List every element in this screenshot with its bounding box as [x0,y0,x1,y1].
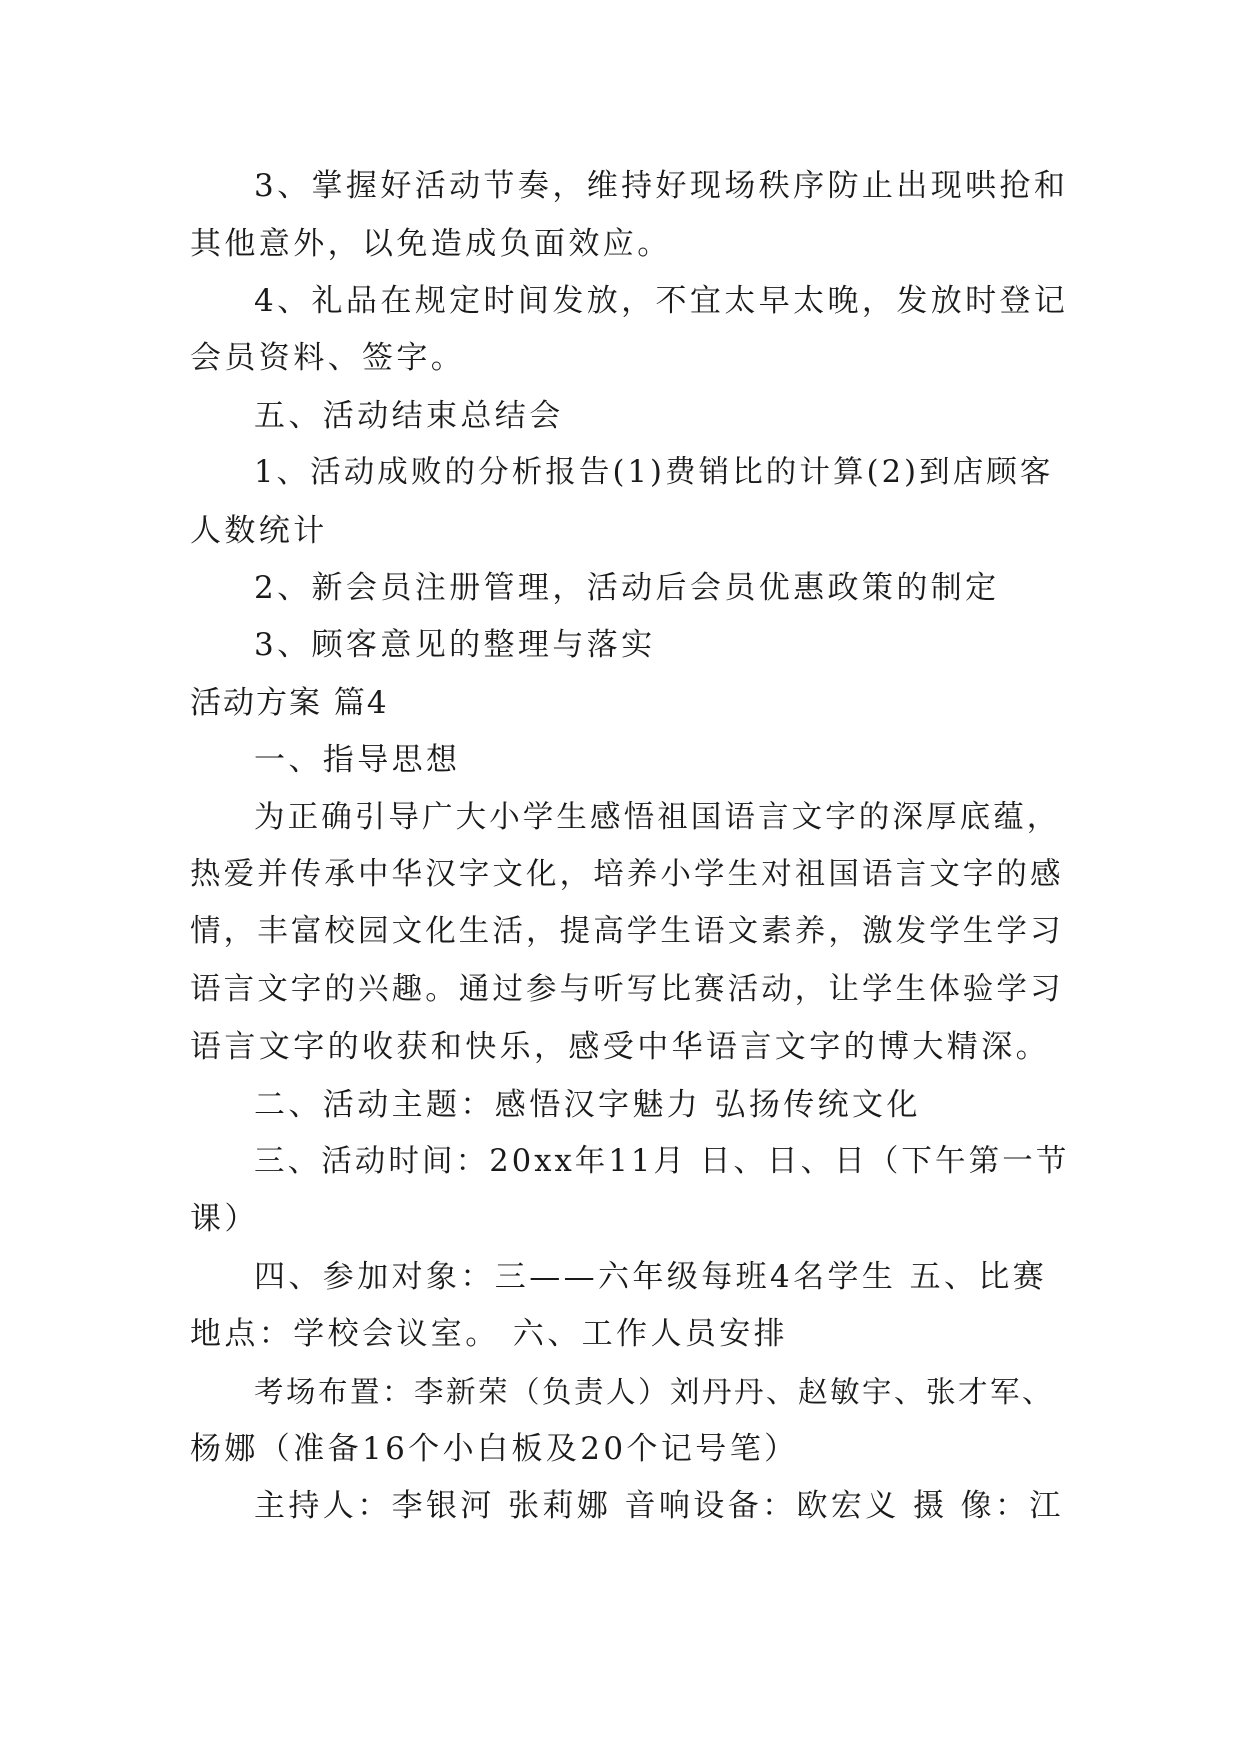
paragraph-line: 其他意外，以免造成负面效应。 [190,226,672,262]
section-heading: 一、指导思想 [254,742,461,778]
paragraph-line: 1、活动成败的分析报告(1)费销比的计算(2)到店顾客 [254,455,1054,490]
paragraph-line: 语言文字的收获和快乐，感受中华语言文字的博大精深。 [190,1029,1050,1065]
paragraph-line: 3、掌握好活动节奏，维持好现场秩序防止出现哄抢和 [254,168,1069,204]
paragraph-line: 主持人：李银河 张莉娜 音响设备：欧宏义 摄 像：江 [254,1488,1064,1524]
paragraph-line: 三、活动时间：20xx年11月 日、日、日（下午第一节 [254,1144,1070,1179]
paragraph-line: 地点：学校会议室。 六、工作人员安排 [190,1316,789,1352]
paragraph-line: 会员资料、签字。 [190,340,466,376]
paragraph-line: 为正确引导广大小学生感悟祖国语言文字的深厚底蕴， [254,800,1061,835]
paragraph-line: 情，丰富校园文化生活，提高学生语文素养，激发学生学习 [190,914,1064,949]
paragraph-line: 热爱并传承中华汉字文化，培养小学生对祖国语言文字的感 [190,857,1064,892]
document-title: 活动方案 篇4 [190,685,389,721]
paragraph-line: 人数统计 [190,513,328,549]
paragraph-line: 考场布置：李新荣（负责人）刘丹丹、赵敏宇、张才军、 [254,1375,1055,1409]
paragraph-line: 二、活动主题：感悟汉字魅力 弘扬传统文化 [254,1087,921,1123]
paragraph-line: 语言文字的兴趣。通过参与听写比赛活动，让学生体验学习 [190,972,1064,1007]
paragraph-line: 课） [190,1201,259,1237]
paragraph-line: 3、顾客意见的整理与落实 [254,627,656,663]
paragraph-line: 4、礼品在规定时间发放，不宜太早太晚，发放时登记 [254,283,1069,319]
paragraph-line: 2、新会员注册管理，活动后会员优惠政策的制定 [254,570,1000,606]
section-heading: 五、活动结束总结会 [254,398,564,434]
paragraph-line: 杨娜（准备16个小白板及20个记号笔） [190,1431,799,1467]
paragraph-line: 四、参加对象：三——六年级每班4名学生 五、比赛 [254,1259,1048,1295]
